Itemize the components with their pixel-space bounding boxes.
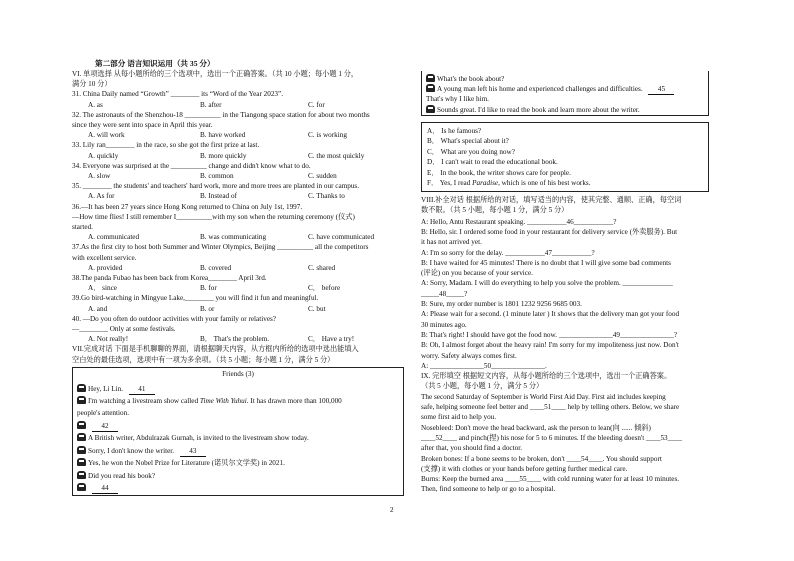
question-40-text: 40. —Do you often do outdoor activities with your family or relatives? — [72, 314, 277, 323]
passage-line: The second Saturday of September is World First Aid Day. First aid includes keeping — [421, 392, 666, 401]
section-9-instruction: IX. 完形填空 根据短文内容，从每小题所给的三个选项中，选出一个正确答案。 — [421, 372, 672, 381]
chat-line — [426, 74, 504, 84]
chat-line — [426, 95, 489, 104]
passage-line: Burns: Keep the burned area ____55____ with cold running water for at least 10 minutes. — [421, 475, 680, 484]
option-text: A． Is he famous? — [427, 127, 482, 135]
chat-text: people's attention. — [77, 408, 129, 417]
question-32-text: since they were sent into space in April this year. — [72, 121, 213, 129]
question-36-text: started. — [72, 223, 93, 231]
passage-line: Then, find someone to help or go to a hospital. — [421, 485, 556, 494]
option-a: A. will work — [88, 131, 125, 140]
dialogue-line: B: Sure, my order number is 1801 1232 9256 9685 003. — [421, 300, 582, 308]
part-title: 第二部分 语言知识运用（共 35 分） — [95, 59, 215, 68]
passage-line: some first aid to help you. — [421, 413, 497, 422]
dialogue-line: A: _______________50_______________. — [421, 361, 547, 370]
option-a: A. Not really! — [88, 335, 129, 344]
option-a: A. As for — [88, 192, 115, 201]
avatar-icon — [77, 471, 86, 479]
chat-line — [77, 396, 342, 406]
option-b: B. have worked — [200, 131, 246, 140]
option-c: C. but — [308, 304, 326, 313]
option-b: B. after — [200, 100, 222, 109]
option-text: , which is one of his best works. — [498, 179, 591, 187]
dialogue-line: it has not arrived yet. — [421, 238, 482, 247]
dialogue-line: A: Sorry, Madam. I will do everything to help you solve the problem. ______________ — [421, 279, 673, 288]
chat-title: Friends (3) — [222, 369, 254, 378]
chat-text: I'm watching a livestream show called — [88, 397, 200, 406]
option-c: C. sudden — [308, 172, 337, 180]
chat-text: . It has drawn more than 100,000 — [246, 397, 342, 406]
option-c: C. the most quickly — [308, 151, 365, 160]
page-number: 2 — [390, 506, 394, 514]
avatar-icon — [426, 84, 435, 92]
chat-text: A young man left his home and experienced challenges and difficulties. — [437, 85, 645, 94]
dialogue-line: (评论) on you because of your service. — [421, 269, 533, 278]
blank-43: 43 — [180, 447, 206, 457]
chat-line — [77, 458, 285, 468]
dialogue-line: A: Please wait for a second. (1 minute later ) It shows that the delivery man got your food — [421, 310, 680, 319]
question-31-text: 31. China Daily named “Growth” ________ its “Word of the Year 2023”. — [72, 90, 284, 99]
question-40-text: —________ Only at some festivals. — [72, 325, 176, 333]
avatar-icon — [77, 446, 86, 454]
option-b: B. covered — [200, 263, 232, 272]
option-box-item — [427, 179, 591, 188]
chat-line — [77, 421, 118, 432]
dialogue-line: A: I'm so sorry for the delay. ___________47___________? — [421, 248, 595, 257]
option-c: C. Thanks to — [308, 192, 345, 201]
dialogue-line: worry. Safety always comes first. — [421, 351, 517, 360]
section-7-instruction: 空白处的最佳选项，选项中有一项为多余项。（共 5 小题；每小题 1 分，满分 5 分） — [72, 355, 335, 364]
dialogue-line: 30 minutes ago. — [421, 320, 467, 329]
option-text: B． What's special about it? — [427, 137, 509, 146]
dialogue-line: B: Hello, sir. I ordered some food in your restaurant for delivery service (外卖服务). But — [421, 227, 678, 236]
passage-line: Broken bones: If a bone seems to be broken, don't ____54____. You should support — [421, 454, 662, 463]
dialogue-line: _____48_____? — [421, 289, 468, 298]
option-text: D． I can't wait to read the educational book. — [427, 158, 558, 167]
question-36-text: 36.—It has been 27 years since Hong Kong returned to China on July 1st, 1997. — [72, 202, 303, 211]
question-33-text: 33. Lily ran________ in the race, so she got the first prize at last. — [72, 141, 260, 150]
option-c: C. shared — [308, 263, 336, 272]
option-c: C. for — [308, 100, 325, 109]
option-b: B. for — [200, 284, 217, 293]
question-32-text: 32. The astronauts of the Shenzhou-18 __________ in the Tiangong space station for about two months — [72, 110, 370, 119]
section-8-instruction: 数不限。（共 5 小题，每小题 1 分，满分 5 分） — [421, 206, 569, 215]
chat-text: Did you read his book? — [88, 471, 156, 480]
option-a: A. provided — [88, 263, 123, 272]
chat-window-continued — [421, 71, 709, 116]
section-7-instruction: VII.完成对话 下面是手机聊聊的界面，请根据聊天内容，从方框内所给的选项中选出能填入 — [72, 345, 359, 354]
chat-text: Yes, he won the Nobel Prize for Literature (诺贝尔文学奖) in 2021. — [88, 459, 285, 468]
avatar-icon — [77, 458, 86, 466]
chat-line — [77, 483, 118, 494]
chat-line — [426, 105, 640, 115]
chat-italic: Time With Yuhui — [199, 397, 247, 406]
option-italic: Paradise — [472, 179, 499, 187]
avatar-icon — [77, 396, 86, 404]
chat-line — [77, 471, 155, 481]
question-39-text: 39.Go bird-watching in Mingyue Lake,________ you will find it fun and meaningful. — [72, 294, 319, 303]
section-6-instruction: VI. 单项选择 从每小题所给的三个选项中，选出一个正确答案。（共 10 小题；每小题 1 分， — [72, 70, 359, 78]
option-text: C． What are you doing now? — [427, 147, 515, 156]
chat-text: What's the book about? — [437, 75, 505, 83]
question-36-text: —How time flies! I still remember I__________with my son when the returning ceremony (仪式) — [72, 212, 355, 221]
chat-text: Sorry, I don't know the writer. — [88, 446, 176, 455]
chat-text: Hey, Li Lin. — [88, 384, 125, 393]
chat-text: That's why I like him. — [426, 94, 489, 103]
dialogue-line: A: Hello, Antu Restaurant speaking. ___________46___________? — [421, 217, 617, 226]
chat-text: Sounds great. I'd like to read the book and learn more about the writer. — [437, 106, 640, 115]
option-a: A. communicated — [88, 233, 140, 242]
option-text: F． Yes, I read — [427, 179, 473, 187]
option-box-item — [427, 169, 571, 178]
option-b: B. or — [200, 304, 215, 313]
question-37-text: with excellent service. — [72, 253, 137, 262]
option-box-item — [427, 127, 481, 136]
chat-window — [72, 367, 404, 496]
passage-line: Nosebleed: Don't move the head backward, ask the person to lean(向 ...... 倾斜) — [421, 423, 651, 432]
option-b: B. Instead of — [200, 192, 237, 201]
section-8-instruction: VIII.补全对话 根据所给的对话，填写适当的内容，使其完整、通顺、正确，每空词 — [421, 196, 682, 204]
avatar-icon — [426, 74, 435, 82]
option-c: C． before — [308, 284, 341, 293]
section-6-instruction: 满分 10 分） — [72, 80, 112, 89]
dialogue-line: B: I have waited for 45 minutes! There is no doubt that I will give some bad comments — [421, 258, 671, 267]
chat-line — [77, 384, 155, 395]
option-a: A． since — [88, 284, 117, 293]
avatar-icon — [77, 384, 86, 392]
dialogue-line: B: Oh, I almost forget about the heavy rain! I'm sorry for my impoliteness just now. Don't — [421, 341, 679, 350]
section-9-instruction: （共 5 小题，每小题 1 分，满分 5 分） — [421, 382, 544, 391]
chat-line — [77, 446, 206, 457]
question-37-text: 37.As the first city to host both Summer and Winter Olympics, Beijing __________ all the competitors — [72, 243, 369, 252]
dialogue-line: B: That's right! I should have got the food now. _______________49_______________? — [421, 330, 678, 339]
option-box-item — [427, 137, 509, 146]
blank-41: 41 — [129, 385, 155, 395]
option-a: A. as — [88, 100, 103, 109]
passage-line: ____52____ and pinch(捏) his nose for 5 to 6 minutes. If the bleeding doesn't ____53____ — [421, 433, 683, 442]
avatar-icon — [77, 433, 86, 441]
blank-42: 42 — [92, 422, 118, 432]
question-38-text: 38.The panda Fubao has been back from Korea________ April 3rd. — [72, 274, 267, 282]
passage-line: safe, helping someone feel better and ____51____ help by telling others. Below, we share — [421, 403, 680, 411]
option-b: B. common — [200, 172, 234, 180]
option-c: C. have communicated — [308, 233, 375, 242]
chat-line — [426, 84, 674, 95]
option-a: A. slow — [88, 172, 111, 180]
options-box — [421, 122, 709, 192]
option-box-item — [427, 148, 515, 157]
option-c: C. is working — [308, 131, 347, 140]
avatar-icon — [77, 421, 86, 429]
question-35-text: 35. ________ the students' and teachers' hard work, more and more trees are planted in our campus. — [72, 182, 360, 191]
passage-line: (支撑) it with clothes or your hands before getting further medical care. — [421, 464, 628, 473]
passage-line: after that, you should find a doctor. — [421, 444, 522, 453]
chat-text: A British writer, Abdulrazak Gurnah, is invited to the livestream show today. — [88, 434, 309, 443]
option-a: A. and — [88, 304, 108, 313]
option-box-item — [427, 158, 558, 167]
avatar-icon — [426, 105, 435, 113]
option-c: C． Have a try! — [308, 335, 355, 344]
chat-line — [77, 409, 129, 418]
chat-line — [77, 433, 309, 443]
blank-45: 45 — [648, 85, 674, 95]
blank-44: 44 — [92, 484, 118, 494]
option-text: E． In the book, the writer shows care for people. — [427, 168, 571, 177]
question-34-text: 34. Everyone was surprised at the __________ change and didn't know what to do. — [72, 161, 311, 170]
option-b: B. was communicating — [200, 233, 267, 242]
option-b: B. more quickly — [200, 151, 247, 160]
option-b: B． That's the problem. — [200, 335, 270, 344]
option-a: A. quickly — [88, 151, 119, 160]
avatar-icon — [77, 483, 86, 491]
